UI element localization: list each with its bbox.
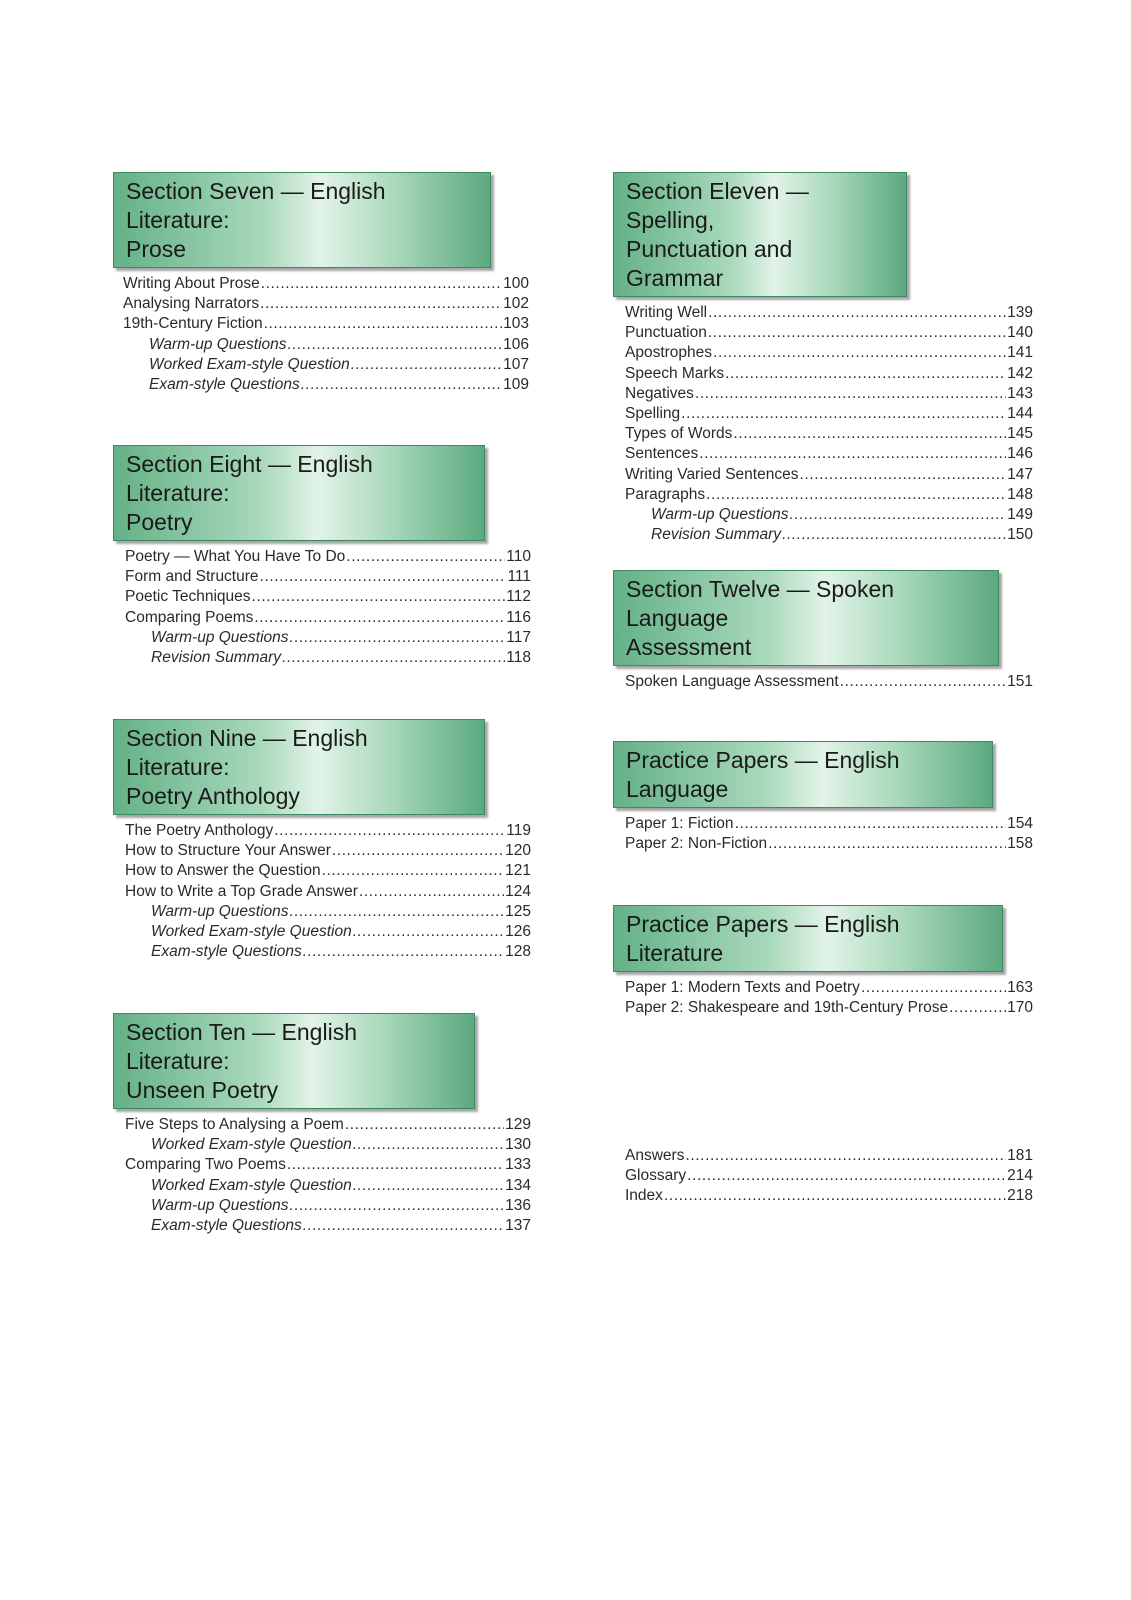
entry-list [613,303,1033,545]
section-nine [113,719,531,962]
entry-list [613,814,1033,854]
section-heading: Practice Papers — English Language [613,741,993,808]
toc-subentry [625,525,1033,545]
dot-leader [288,335,503,355]
entry-title: Poetic Techniques [125,588,251,606]
dot-leader [681,404,1006,424]
toc-entry [625,364,1033,384]
page-number: 118 [506,649,531,667]
entry-title: Apostrophes [625,344,713,362]
page-number: 106 [503,335,529,353]
toc-subentry [625,505,1033,525]
dot-leader [685,1146,1006,1166]
section-eleven [613,172,1033,545]
toc-subentry [125,902,531,922]
entry-title: Worked Exam-style Question [149,355,350,373]
page-number: 116 [506,608,531,626]
dot-leader [282,648,505,668]
dot-leader [303,1216,504,1236]
page-number: 151 [1007,673,1033,690]
entry-title: Exam-style Questions [151,943,302,961]
toc-subentry [125,628,531,648]
dot-leader [274,821,505,841]
toc-entry [123,294,529,314]
dot-leader [353,922,504,942]
dot-leader [290,902,505,922]
page-number: 146 [1007,445,1033,463]
toc-entry [125,1115,531,1135]
toc-entry [125,861,531,881]
dot-leader [699,444,1006,464]
section-ten [113,1013,531,1236]
entry-title: Analysing Narrators [123,295,260,313]
page-number: 111 [507,568,531,586]
page-number: 139 [1007,304,1033,321]
toc-entry [625,465,1033,485]
page-number: 181 [1007,1147,1033,1164]
toc-subentry [123,355,529,375]
toc-subentry [123,335,529,355]
page-number: 121 [505,862,531,880]
entry-title: How to Write a Top Grade Answer [125,882,358,900]
entry-title: Answers [625,1147,685,1164]
entry-title: Worked Exam-style Question [151,923,352,941]
toc-entry [625,404,1033,424]
practice-papers-english-literature [613,905,1033,1018]
dot-leader [260,567,507,587]
dot-leader [713,343,1006,363]
dot-leader [687,1166,1006,1186]
toc-entry [125,1155,531,1175]
toc-entry [123,274,529,294]
page-number: 134 [505,1176,531,1194]
section-twelve [613,570,1033,692]
entry-list [113,1115,531,1236]
dot-leader [790,505,1007,525]
dot-leader [708,323,1006,343]
practice-papers-english-language [613,741,1033,854]
dot-leader [301,375,502,395]
entry-title: How to Structure Your Answer [125,842,331,860]
entry-title: Paper 2: Non-Fiction [625,835,768,853]
entry-title: Comparing Poems [125,608,254,626]
page-number: 143 [1007,384,1033,402]
entry-title: Writing Varied Sentences [625,465,799,483]
dot-leader [303,942,504,962]
page-number: 163 [1007,979,1033,996]
section-heading: Section Ten — English Literature: Unseen Poetry [113,1013,475,1109]
page-number: 129 [505,1116,531,1133]
dot-leader [782,525,1006,545]
dot-leader [949,998,1006,1018]
entry-title: Warm-up Questions [151,628,289,646]
dot-leader [346,547,505,567]
dot-leader [840,672,1006,692]
toc-entry [625,978,1033,998]
page-number: 133 [505,1156,531,1174]
section-heading: Practice Papers — English Literature [613,905,1003,972]
toc-entry [125,587,531,607]
page-number: 145 [1007,425,1033,443]
entry-title: Warm-up Questions [151,902,289,920]
page-number: 142 [1007,364,1033,382]
entry-title: How to Answer the Question [125,862,321,880]
toc-subentry [123,375,529,395]
entry-title: Paper 2: Shakespeare and 19th-Century Prose [625,999,949,1017]
page-number: 100 [503,275,529,292]
dot-leader [351,355,502,375]
toc-subentry [125,942,531,962]
page-number: 170 [1007,999,1033,1017]
page-number: 107 [503,355,529,373]
page-number: 150 [1007,526,1033,544]
toc-entry [625,485,1033,505]
entry-title: Warm-up Questions [651,506,789,524]
toc-entry [625,1146,1033,1166]
page-number: 141 [1007,344,1033,362]
page-number: 128 [505,943,531,961]
page-number: 144 [1007,405,1033,423]
entry-title: Writing Well [625,304,708,321]
page-number: 140 [1007,324,1033,342]
entry-title: Warm-up Questions [149,335,287,353]
page-number: 214 [1007,1167,1033,1185]
entry-title: 19th-Century Fiction [123,315,263,333]
dot-leader [264,314,503,334]
dot-leader [735,814,1007,834]
section-heading: Section Eight — English Literature: Poetry [113,445,485,541]
dot-leader [359,882,504,902]
entry-title: Poetry — What You Have To Do [125,548,346,565]
section-heading: Section Nine — English Literature: Poetry Anthology [113,719,485,815]
dot-leader [254,608,505,628]
page-number: 126 [505,923,531,941]
page-number: 109 [503,376,529,394]
entry-title: Negatives [625,384,694,402]
dot-leader [664,1186,1006,1206]
page-number: 120 [505,842,531,860]
toc-entry [625,303,1033,323]
toc-entry [125,882,531,902]
page-number: 117 [506,628,531,646]
entry-title: Paper 1: Fiction [625,815,734,832]
page-number: 136 [505,1196,531,1214]
toc-entry [625,444,1033,464]
dot-leader [290,1196,505,1216]
page-number: 119 [506,822,531,839]
toc-entry [125,547,531,567]
dot-leader [353,1135,504,1155]
toc-entry [125,608,531,628]
toc-entry [625,998,1033,1018]
toc-entry [625,834,1033,854]
dot-leader [706,485,1006,505]
toc-entry [625,1166,1033,1186]
entry-title: Sentences [625,445,699,463]
entry-title: Paragraphs [625,485,706,503]
page-number: 218 [1007,1187,1033,1205]
dot-leader [260,294,502,314]
page-number: 154 [1007,815,1033,832]
page-number: 137 [505,1217,531,1235]
entry-title: Form and Structure [125,568,259,586]
entry-list [113,547,531,668]
page-number: 110 [506,548,531,565]
entry-title: Speech Marks [625,364,725,382]
toc-entry [125,567,531,587]
toc-entry [625,814,1033,834]
entry-title: Warm-up Questions [151,1196,289,1214]
dot-leader [768,834,1006,854]
entry-list [613,1146,1033,1207]
section-heading: Section Seven — English Literature: Prose [113,172,491,268]
toc-entry [625,672,1033,692]
dot-leader [861,978,1006,998]
page-number: 147 [1007,465,1033,483]
page-number: 149 [1007,506,1033,524]
toc-entry [625,424,1033,444]
toc-entry [625,323,1033,343]
entry-title: Spoken Language Assessment [625,673,839,690]
toc-subentry [125,648,531,668]
page-number: 130 [505,1136,531,1154]
page-number: 158 [1007,835,1033,853]
entry-list [113,274,529,395]
toc-entry [125,841,531,861]
entry-title: Writing About Prose [123,275,260,292]
toc-entry [123,314,529,334]
dot-leader [725,364,1006,384]
entry-title: Paper 1: Modern Texts and Poetry [625,979,860,996]
entry-title: Types of Words [625,425,733,443]
dot-leader [799,465,1006,485]
toc-entry [125,821,531,841]
toc-subentry [125,1176,531,1196]
toc-subentry [125,1216,531,1236]
page-number: 124 [505,882,531,900]
toc-entry [625,384,1033,404]
section-heading: Section Eleven — Spelling, Punctuation and Grammar [613,172,907,297]
page-number: 112 [506,588,531,606]
page-number: 103 [503,315,529,333]
page-number: 102 [503,295,529,313]
entry-title: Revision Summary [151,649,282,667]
entry-title: Worked Exam-style Question [151,1176,352,1194]
toc-subentry [125,922,531,942]
entry-title: Spelling [625,405,681,423]
dot-leader [322,861,505,881]
dot-leader [733,424,1006,444]
page-number: 125 [505,902,531,920]
entry-list [113,821,531,962]
entry-title: Exam-style Questions [149,376,300,394]
dot-leader [261,274,502,294]
entry-list [613,978,1033,1018]
dot-leader [252,587,506,607]
section-eight [113,445,531,668]
dot-leader [287,1155,504,1175]
toc-entry [625,1186,1033,1206]
dot-leader [708,303,1006,323]
section-heading: Section Twelve — Spoken Language Assessment [613,570,999,666]
entry-title: Punctuation [625,324,707,342]
entry-title: Worked Exam-style Question [151,1136,352,1154]
entry-title: Index [625,1187,663,1205]
entry-title: Exam-style Questions [151,1217,302,1235]
entry-title: Comparing Two Poems [125,1156,286,1174]
page-number: 148 [1007,485,1033,503]
back-matter [613,1146,1033,1207]
dot-leader [332,841,504,861]
entry-title: Five Steps to Analysing a Poem [125,1116,344,1133]
dot-leader [345,1115,504,1135]
toc-entry [625,343,1033,363]
dot-leader [695,384,1006,404]
toc-subentry [125,1135,531,1155]
dot-leader [353,1176,504,1196]
section-seven [113,172,529,395]
dot-leader [290,628,506,648]
toc-subentry [125,1196,531,1216]
entry-list [613,672,1033,692]
entry-title: Glossary [625,1167,687,1185]
entry-title: Revision Summary [651,526,782,544]
entry-title: The Poetry Anthology [125,822,274,839]
